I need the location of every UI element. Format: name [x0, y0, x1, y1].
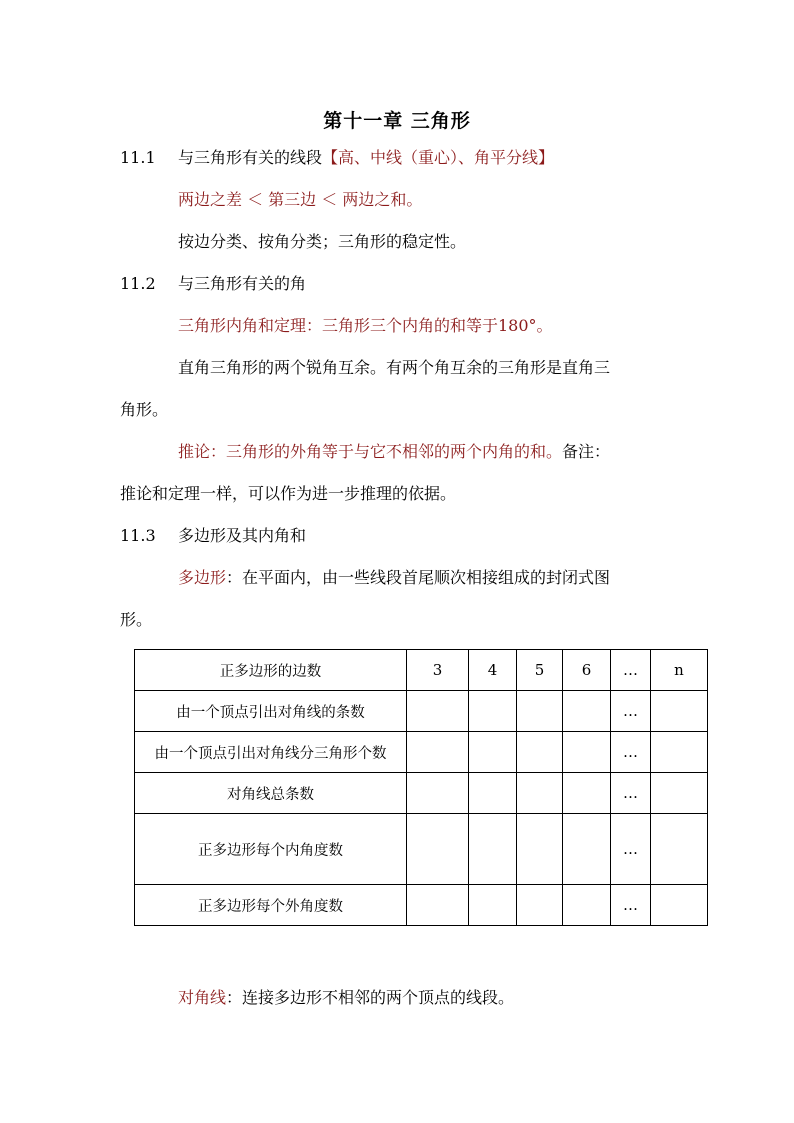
table-cell: n: [651, 650, 708, 691]
table-cell: …: [611, 732, 651, 773]
table-row: [135, 773, 708, 814]
table-cell: 由一个顶点引出对角线分三角形个数: [135, 732, 407, 773]
diagonal-definition: [178, 987, 514, 1009]
corollary-note-cont: 推论和定理一样，可以作为进一步推理的依据。: [120, 484, 457, 503]
table-cell: …: [611, 773, 651, 814]
table-cell: 5: [517, 650, 563, 691]
table-cell: [407, 773, 469, 814]
table-cell: [517, 773, 563, 814]
table-cell: 3: [407, 650, 469, 691]
right-triangle-text-cont: 角形。: [120, 400, 169, 419]
table-cell: [517, 814, 563, 885]
table-cell: [563, 691, 611, 732]
table-cell: [469, 691, 517, 732]
table-cell: [407, 691, 469, 732]
table-cell: 正多边形每个内角度数: [135, 814, 407, 885]
table-cell: [407, 732, 469, 773]
corollary-note: 备注：: [562, 442, 611, 461]
polygon-term: 多边形: [178, 568, 227, 587]
table-cell: 正多边形的边数: [135, 650, 407, 691]
classification-line: 按边分类、按角分类；三角形的稳定性。: [178, 232, 467, 251]
polygon-table: [134, 649, 708, 926]
table-cell: [651, 691, 708, 732]
table-row: [135, 885, 708, 926]
table-cell: [469, 773, 517, 814]
corollary-text: 推论：三角形的外角等于与它不相邻的两个内角的和。: [178, 442, 563, 461]
section-number: 11.1: [120, 148, 156, 167]
section-11-2-heading: [120, 273, 306, 295]
polygon-definition: [178, 567, 610, 589]
table-row: [135, 691, 708, 732]
table-cell: …: [611, 691, 651, 732]
table-cell: [517, 885, 563, 926]
table-cell: [651, 773, 708, 814]
table-cell: [651, 885, 708, 926]
diagonal-definition-text: ：连接多边形不相邻的两个顶点的线段。: [226, 988, 515, 1007]
table-cell: [517, 691, 563, 732]
section-title-highlight: 【高、中线（重心）、角平分线】: [322, 148, 555, 167]
table-cell: 4: [469, 650, 517, 691]
table-cell: …: [611, 650, 651, 691]
table-row: [135, 732, 708, 773]
section-number: 11.3: [120, 526, 156, 545]
table-cell: [651, 732, 708, 773]
corollary-line: [178, 441, 610, 463]
table-cell: [407, 814, 469, 885]
table-cell: [563, 732, 611, 773]
chapter-title: 第十一章 三角形: [323, 110, 471, 132]
section-11-3-heading: [120, 525, 306, 547]
right-triangle-text: 直角三角形的两个锐角互余。有两个角互余的三角形是直角三: [178, 358, 611, 377]
table-header-row: [135, 650, 708, 691]
table-cell: …: [611, 885, 651, 926]
table-cell: [469, 732, 517, 773]
table-cell: [563, 885, 611, 926]
table-cell: [407, 885, 469, 926]
table-cell: [517, 732, 563, 773]
table-cell: [563, 773, 611, 814]
table-cell: 正多边形每个外角度数: [135, 885, 407, 926]
section-title: 与三角形有关的线段: [178, 148, 323, 167]
section-11-1-heading: [120, 147, 554, 169]
table-cell: …: [611, 814, 651, 885]
diagonal-term: 对角线: [178, 988, 227, 1007]
table-cell: [469, 814, 517, 885]
table-cell: 由一个顶点引出对角线的条数: [135, 691, 407, 732]
polygon-definition-cont: 形。: [120, 610, 153, 629]
section-number: 11.2: [120, 274, 156, 293]
polygon-definition-text: ：在平面内，由一些线段首尾顺次相接组成的封闭式图: [226, 568, 611, 587]
angle-sum-theorem: 三角形内角和定理：三角形三个内角的和等于180°。: [178, 316, 553, 335]
section-title: 与三角形有关的角: [178, 274, 307, 293]
table-cell: [651, 814, 708, 885]
table-cell: [563, 814, 611, 885]
table-cell: 6: [563, 650, 611, 691]
section-title: 多边形及其内角和: [178, 526, 307, 545]
table-row: [135, 814, 708, 885]
table-cell: 对角线总条数: [135, 773, 407, 814]
table-cell: [469, 885, 517, 926]
triangle-inequality: 两边之差 ＜ 第三边 ＜ 两边之和。: [178, 190, 423, 209]
